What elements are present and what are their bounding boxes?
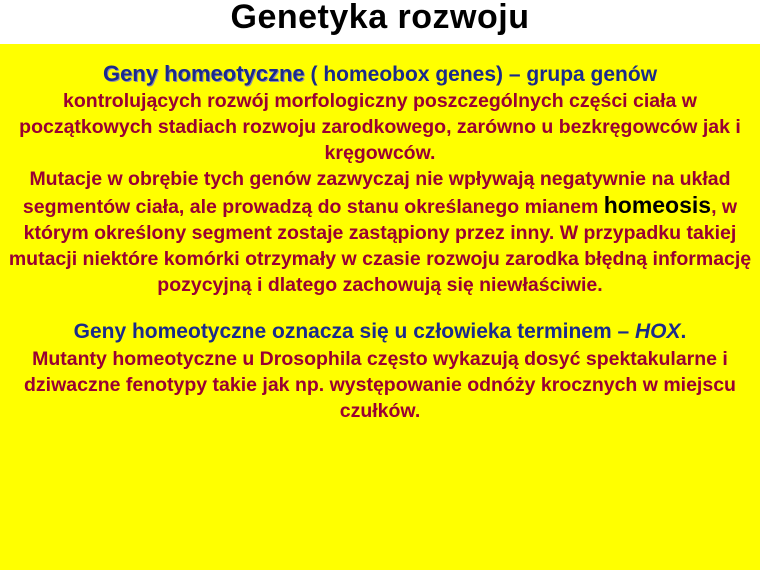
term-geny-homeotyczne: Geny homeotyczne	[102, 61, 305, 86]
hox-term: HOX	[635, 320, 681, 343]
drosophila-paragraph: Mutanty homeotyczne u Drosophila często wykazują dosyć spektakularne i dziwaczne fenotypy takie jak np. występowanie odnóży krocznych w miejscu czułków.	[24, 348, 736, 422]
definition-text: kontrolujących rozwój morfologiczny poszczególnych części ciała w początkowych stadiach rozwoju zarodkowego, zarówno u bezkręgowców jak i kręgowców.	[19, 90, 741, 164]
lead-rest: ( homeobox genes) – grupa genów	[304, 63, 658, 86]
hox-paragraph	[6, 318, 754, 346]
mutation-text-rest: , w którym określony segment zostaje zastąpiony przez inny. W przypadku takiej mutacji niektóre komórki otrzymały w czasie rozwoju zarodka błędną informację pozycyjną i dlatego zachowują się niewłaściwie.	[8, 196, 752, 296]
mutation-text: Mutacje w obrębie tych genów zazwyczaj nie wpływają negatywnie na układ segmentów ciała, ale prowadzą do stanu określanego mianem	[22, 168, 731, 218]
definition-paragraph	[6, 61, 754, 298]
hox-text: Geny homeotyczne oznacza się u człowieka terminem –	[73, 320, 635, 343]
slide-title: Genetyka rozwoju	[230, 0, 530, 36]
content-area	[0, 44, 760, 570]
keyword-homeosis: homeosis	[603, 192, 712, 218]
definition-lead	[103, 63, 657, 86]
hox-period: .	[680, 320, 687, 343]
